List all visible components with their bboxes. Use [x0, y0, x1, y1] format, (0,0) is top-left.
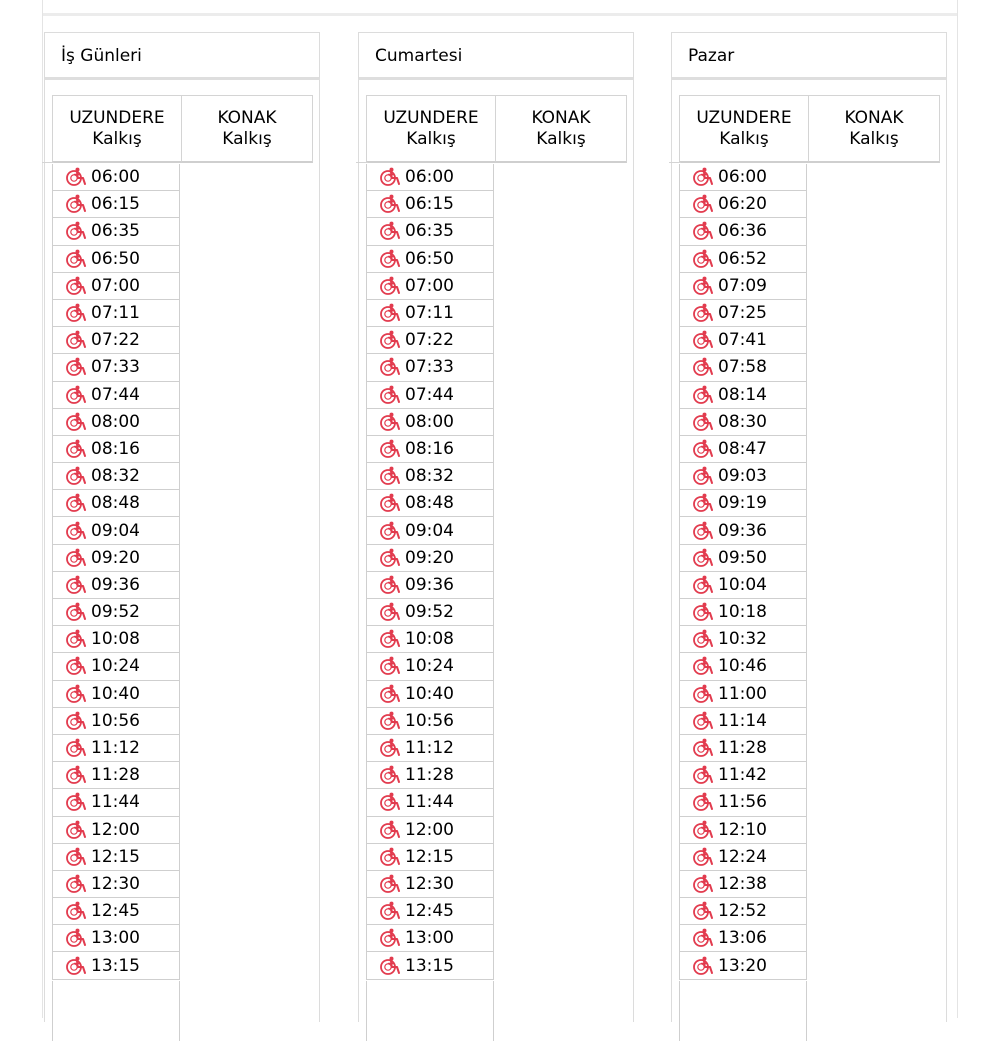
departure-row — [52, 300, 180, 327]
wheelchair-accessible-icon — [65, 602, 87, 622]
wheelchair-accessible-icon — [379, 901, 401, 921]
departure-time: 07:33 — [405, 357, 454, 378]
departure-time: 13:00 — [405, 928, 454, 949]
wheelchair-accessible-icon — [65, 548, 87, 568]
column-header-konak — [808, 95, 940, 163]
departure-row — [679, 218, 807, 245]
departure-time: 07:44 — [91, 384, 140, 405]
departure-time: 12:30 — [91, 873, 140, 894]
departure-time: 11:28 — [405, 765, 454, 786]
departure-row — [366, 246, 494, 273]
departure-time: 07:00 — [91, 275, 140, 296]
departure-row — [679, 436, 807, 463]
departure-row — [366, 817, 494, 844]
departure-time: 11:44 — [405, 792, 454, 813]
departure-time: 10:56 — [405, 710, 454, 731]
wheelchair-accessible-icon — [692, 221, 714, 241]
departure-row — [679, 898, 807, 925]
departure-time: 11:28 — [91, 765, 140, 786]
departure-row — [679, 626, 807, 653]
departure-row — [679, 817, 807, 844]
departure-row — [366, 327, 494, 354]
wheelchair-accessible-icon — [692, 956, 714, 976]
wheelchair-accessible-icon — [65, 711, 87, 731]
wheelchair-accessible-icon — [65, 738, 87, 758]
wheelchair-accessible-icon — [379, 221, 401, 241]
departure-time: 11:28 — [718, 738, 767, 759]
wheelchair-accessible-icon — [692, 847, 714, 867]
wheelchair-accessible-icon — [65, 575, 87, 595]
column-header-uzundere — [679, 95, 809, 163]
departure-row — [366, 871, 494, 898]
wheelchair-accessible-icon — [379, 792, 401, 812]
departure-time: 07:41 — [718, 330, 767, 351]
departure-time: 11:00 — [718, 683, 767, 704]
departure-row — [52, 735, 180, 762]
departure-row — [366, 545, 494, 572]
departure-row — [52, 817, 180, 844]
departure-time: 06:00 — [91, 167, 140, 188]
departure-list — [366, 164, 496, 980]
wheelchair-accessible-icon — [692, 521, 714, 541]
departure-list — [679, 164, 809, 980]
departure-row — [366, 164, 494, 191]
departure-row — [679, 545, 807, 572]
departure-row — [679, 490, 807, 517]
departure-row — [366, 354, 494, 381]
stop-name: KONAK — [531, 107, 591, 128]
wheelchair-accessible-icon — [692, 167, 714, 187]
departure-row — [52, 952, 180, 979]
day-title: Cumartesi — [358, 32, 634, 80]
departure-row — [679, 925, 807, 952]
departure-time: 10:46 — [718, 656, 767, 677]
departure-row — [52, 762, 180, 789]
wheelchair-accessible-icon — [692, 249, 714, 269]
departure-row — [52, 218, 180, 245]
wheelchair-accessible-icon — [379, 575, 401, 595]
wheelchair-accessible-icon — [65, 167, 87, 187]
departure-time: 06:00 — [405, 167, 454, 188]
departure-row — [679, 735, 807, 762]
departure-row — [366, 218, 494, 245]
departure-time: 13:15 — [405, 955, 454, 976]
wheelchair-accessible-icon — [379, 820, 401, 840]
departure-time: 09:20 — [405, 547, 454, 568]
departure-label: Kalkış — [406, 128, 456, 149]
departure-row — [366, 382, 494, 409]
departure-time: 08:16 — [405, 438, 454, 459]
wheelchair-accessible-icon — [379, 412, 401, 432]
departure-row — [679, 762, 807, 789]
departure-row — [366, 300, 494, 327]
wheelchair-accessible-icon — [692, 548, 714, 568]
departure-row — [52, 382, 180, 409]
departure-row — [366, 925, 494, 952]
wheelchair-accessible-icon — [379, 684, 401, 704]
departure-time: 08:48 — [405, 493, 454, 514]
departure-time: 12:45 — [405, 901, 454, 922]
departure-label: Kalkış — [536, 128, 586, 149]
wheelchair-accessible-icon — [692, 928, 714, 948]
wheelchair-accessible-icon — [379, 765, 401, 785]
stop-name: KONAK — [217, 107, 277, 128]
departure-time: 06:20 — [718, 194, 767, 215]
departure-time: 06:50 — [91, 248, 140, 269]
departure-row — [366, 626, 494, 653]
departure-time: 12:52 — [718, 901, 767, 922]
departure-row — [679, 653, 807, 680]
wheelchair-accessible-icon — [692, 276, 714, 296]
departure-row — [366, 952, 494, 979]
wheelchair-accessible-icon — [692, 330, 714, 350]
departure-time: 10:08 — [405, 629, 454, 650]
day-title: Pazar — [671, 32, 947, 80]
wheelchair-accessible-icon — [65, 330, 87, 350]
departure-time: 07:00 — [405, 275, 454, 296]
departure-row — [679, 300, 807, 327]
departure-time: 09:36 — [91, 574, 140, 595]
departure-time: 07:25 — [718, 303, 767, 324]
wheelchair-accessible-icon — [379, 357, 401, 377]
departure-row — [52, 681, 180, 708]
wheelchair-accessible-icon — [692, 357, 714, 377]
departure-row — [52, 871, 180, 898]
departure-time: 12:15 — [91, 846, 140, 867]
departure-row — [52, 490, 180, 517]
departure-row — [366, 735, 494, 762]
wheelchair-accessible-icon — [379, 249, 401, 269]
wheelchair-accessible-icon — [692, 656, 714, 676]
departure-row — [52, 409, 180, 436]
wheelchair-accessible-icon — [379, 629, 401, 649]
departure-row — [52, 626, 180, 653]
departure-row — [366, 898, 494, 925]
departure-time: 06:35 — [91, 221, 140, 242]
wheelchair-accessible-icon — [692, 901, 714, 921]
wheelchair-accessible-icon — [379, 303, 401, 323]
wheelchair-accessible-icon — [692, 738, 714, 758]
departure-row — [366, 409, 494, 436]
departure-time: 08:00 — [405, 411, 454, 432]
departure-row — [52, 708, 180, 735]
departure-time: 11:12 — [91, 738, 140, 759]
departure-time: 13:20 — [718, 955, 767, 976]
departure-row — [366, 789, 494, 816]
departure-time: 08:30 — [718, 411, 767, 432]
departure-time: 10:40 — [405, 683, 454, 704]
departure-time: 13:00 — [91, 928, 140, 949]
departure-row — [679, 164, 807, 191]
departure-time: 09:20 — [91, 547, 140, 568]
departure-row — [679, 354, 807, 381]
departure-time: 10:18 — [718, 602, 767, 623]
stop-name: KONAK — [844, 107, 904, 128]
departure-time: 08:16 — [91, 438, 140, 459]
wheelchair-accessible-icon — [379, 956, 401, 976]
wheelchair-accessible-icon — [65, 820, 87, 840]
departure-time: 09:50 — [718, 547, 767, 568]
departure-row — [52, 599, 180, 626]
departure-row — [366, 681, 494, 708]
schedule-column-saturday — [358, 32, 634, 1022]
wheelchair-accessible-icon — [65, 221, 87, 241]
departure-time: 10:04 — [718, 574, 767, 595]
wheelchair-accessible-icon — [692, 684, 714, 704]
departure-row — [366, 273, 494, 300]
departure-row — [52, 653, 180, 680]
wheelchair-accessible-icon — [65, 276, 87, 296]
wheelchair-accessible-icon — [65, 684, 87, 704]
wheelchair-accessible-icon — [692, 439, 714, 459]
departure-list — [52, 164, 182, 980]
stop-name: UZUNDERE — [69, 107, 165, 128]
departure-row — [52, 844, 180, 871]
departure-time: 12:30 — [405, 873, 454, 894]
departure-time: 08:32 — [405, 466, 454, 487]
departure-time: 09:19 — [718, 493, 767, 514]
departure-time: 12:10 — [718, 819, 767, 840]
wheelchair-accessible-icon — [65, 493, 87, 513]
departure-row — [679, 517, 807, 544]
departure-row — [366, 490, 494, 517]
departure-time: 07:11 — [91, 303, 140, 324]
departure-row — [52, 925, 180, 952]
departure-time: 09:36 — [405, 574, 454, 595]
departure-time: 13:06 — [718, 928, 767, 949]
departure-time: 13:15 — [91, 955, 140, 976]
departure-time: 12:00 — [91, 819, 140, 840]
wheelchair-accessible-icon — [65, 792, 87, 812]
column-header-konak — [495, 95, 627, 163]
column-header-uzundere — [366, 95, 496, 163]
wheelchair-accessible-icon — [65, 874, 87, 894]
departure-row — [52, 545, 180, 572]
wheelchair-accessible-icon — [65, 194, 87, 214]
column-header-konak — [181, 95, 313, 163]
departure-row — [679, 681, 807, 708]
departure-time: 10:24 — [91, 656, 140, 677]
wheelchair-accessible-icon — [65, 466, 87, 486]
departure-row — [366, 762, 494, 789]
departure-time: 09:04 — [91, 520, 140, 541]
departure-row — [52, 191, 180, 218]
wheelchair-accessible-icon — [379, 711, 401, 731]
day-title: İş Günleri — [44, 32, 320, 80]
departure-time: 07:58 — [718, 357, 767, 378]
departure-row — [679, 382, 807, 409]
departure-time: 11:42 — [718, 765, 767, 786]
departure-row — [52, 164, 180, 191]
wheelchair-accessible-icon — [692, 385, 714, 405]
departure-time: 08:47 — [718, 438, 767, 459]
departure-time: 12:38 — [718, 873, 767, 894]
departure-row — [679, 327, 807, 354]
departure-row — [366, 463, 494, 490]
wheelchair-accessible-icon — [692, 820, 714, 840]
wheelchair-accessible-icon — [65, 847, 87, 867]
wheelchair-accessible-icon — [65, 439, 87, 459]
departure-time: 07:22 — [91, 330, 140, 351]
wheelchair-accessible-icon — [379, 738, 401, 758]
departure-row — [52, 436, 180, 463]
departure-time: 06:15 — [91, 194, 140, 215]
wheelchair-accessible-icon — [379, 521, 401, 541]
departure-row — [679, 191, 807, 218]
departure-row — [679, 273, 807, 300]
stop-name: UZUNDERE — [383, 107, 479, 128]
wheelchair-accessible-icon — [379, 493, 401, 513]
wheelchair-accessible-icon — [379, 167, 401, 187]
wheelchair-accessible-icon — [379, 439, 401, 459]
departure-time: 09:52 — [91, 602, 140, 623]
departure-time: 06:35 — [405, 221, 454, 242]
wheelchair-accessible-icon — [692, 874, 714, 894]
wheelchair-accessible-icon — [692, 194, 714, 214]
departure-time: 11:14 — [718, 710, 767, 731]
wheelchair-accessible-icon — [692, 493, 714, 513]
wheelchair-accessible-icon — [65, 521, 87, 541]
departure-time: 09:52 — [405, 602, 454, 623]
departure-time: 08:48 — [91, 493, 140, 514]
departure-row — [679, 409, 807, 436]
departure-row — [679, 246, 807, 273]
departure-row — [52, 463, 180, 490]
stop-name: UZUNDERE — [696, 107, 792, 128]
departure-time: 06:52 — [718, 248, 767, 269]
departure-row — [366, 517, 494, 544]
wheelchair-accessible-icon — [65, 656, 87, 676]
departure-row — [366, 708, 494, 735]
departure-row — [52, 572, 180, 599]
departure-time: 11:44 — [91, 792, 140, 813]
departure-time: 09:36 — [718, 520, 767, 541]
departure-time: 10:56 — [91, 710, 140, 731]
departure-row — [679, 599, 807, 626]
departure-row — [52, 898, 180, 925]
wheelchair-accessible-icon — [692, 303, 714, 323]
wheelchair-accessible-icon — [379, 548, 401, 568]
departure-row — [679, 572, 807, 599]
wheelchair-accessible-icon — [379, 928, 401, 948]
departure-time: 11:12 — [405, 738, 454, 759]
wheelchair-accessible-icon — [379, 847, 401, 867]
departure-row — [679, 789, 807, 816]
wheelchair-accessible-icon — [379, 385, 401, 405]
departure-time: 08:00 — [91, 411, 140, 432]
departure-time: 08:14 — [718, 384, 767, 405]
departure-time: 07:22 — [405, 330, 454, 351]
departure-row — [366, 653, 494, 680]
departure-time: 07:44 — [405, 384, 454, 405]
wheelchair-accessible-icon — [65, 956, 87, 976]
departure-label: Kalkış — [92, 128, 142, 149]
wheelchair-accessible-icon — [379, 874, 401, 894]
wheelchair-accessible-icon — [65, 385, 87, 405]
departure-time: 10:08 — [91, 629, 140, 650]
departure-time: 06:36 — [718, 221, 767, 242]
wheelchair-accessible-icon — [65, 303, 87, 323]
wheelchair-accessible-icon — [65, 629, 87, 649]
departure-row — [366, 572, 494, 599]
departure-row — [366, 844, 494, 871]
departure-time: 11:56 — [718, 792, 767, 813]
departure-row — [679, 463, 807, 490]
wheelchair-accessible-icon — [692, 792, 714, 812]
departure-row — [52, 327, 180, 354]
departure-time: 12:15 — [405, 846, 454, 867]
departure-row — [366, 599, 494, 626]
departure-time: 10:24 — [405, 656, 454, 677]
wheelchair-accessible-icon — [65, 765, 87, 785]
wheelchair-accessible-icon — [379, 656, 401, 676]
wheelchair-accessible-icon — [65, 928, 87, 948]
wheelchair-accessible-icon — [692, 575, 714, 595]
wheelchair-accessible-icon — [65, 901, 87, 921]
wheelchair-accessible-icon — [65, 357, 87, 377]
departure-time: 10:32 — [718, 629, 767, 650]
departure-time: 12:00 — [405, 819, 454, 840]
wheelchair-accessible-icon — [379, 330, 401, 350]
departure-row — [52, 273, 180, 300]
wheelchair-accessible-icon — [692, 412, 714, 432]
wheelchair-accessible-icon — [379, 602, 401, 622]
departure-row — [52, 789, 180, 816]
departure-row — [679, 871, 807, 898]
departure-time: 12:45 — [91, 901, 140, 922]
departure-row — [366, 436, 494, 463]
wheelchair-accessible-icon — [379, 466, 401, 486]
departure-row — [679, 952, 807, 979]
departure-row — [679, 708, 807, 735]
wheelchair-accessible-icon — [692, 602, 714, 622]
departure-label: Kalkış — [222, 128, 272, 149]
departure-time: 06:50 — [405, 248, 454, 269]
departure-time: 10:40 — [91, 683, 140, 704]
wheelchair-accessible-icon — [692, 765, 714, 785]
departure-row — [679, 844, 807, 871]
departure-time: 07:11 — [405, 303, 454, 324]
departure-label: Kalkış — [719, 128, 769, 149]
schedule-column-weekdays — [44, 32, 320, 1022]
wheelchair-accessible-icon — [692, 629, 714, 649]
column-header-uzundere — [52, 95, 182, 163]
wheelchair-accessible-icon — [379, 276, 401, 296]
departure-label: Kalkış — [849, 128, 899, 149]
wheelchair-accessible-icon — [65, 412, 87, 432]
departure-time: 12:24 — [718, 846, 767, 867]
departure-time: 09:03 — [718, 466, 767, 487]
departure-time: 08:32 — [91, 466, 140, 487]
wheelchair-accessible-icon — [692, 466, 714, 486]
departure-row — [52, 517, 180, 544]
departure-row — [366, 191, 494, 218]
wheelchair-accessible-icon — [379, 194, 401, 214]
departure-time: 07:33 — [91, 357, 140, 378]
departure-time: 09:04 — [405, 520, 454, 541]
schedule-column-sunday — [671, 32, 947, 1022]
departure-time: 06:15 — [405, 194, 454, 215]
departure-time: 07:09 — [718, 275, 767, 296]
departure-time: 06:00 — [718, 167, 767, 188]
departure-row — [52, 354, 180, 381]
wheelchair-accessible-icon — [65, 249, 87, 269]
wheelchair-accessible-icon — [692, 711, 714, 731]
departure-row — [52, 246, 180, 273]
